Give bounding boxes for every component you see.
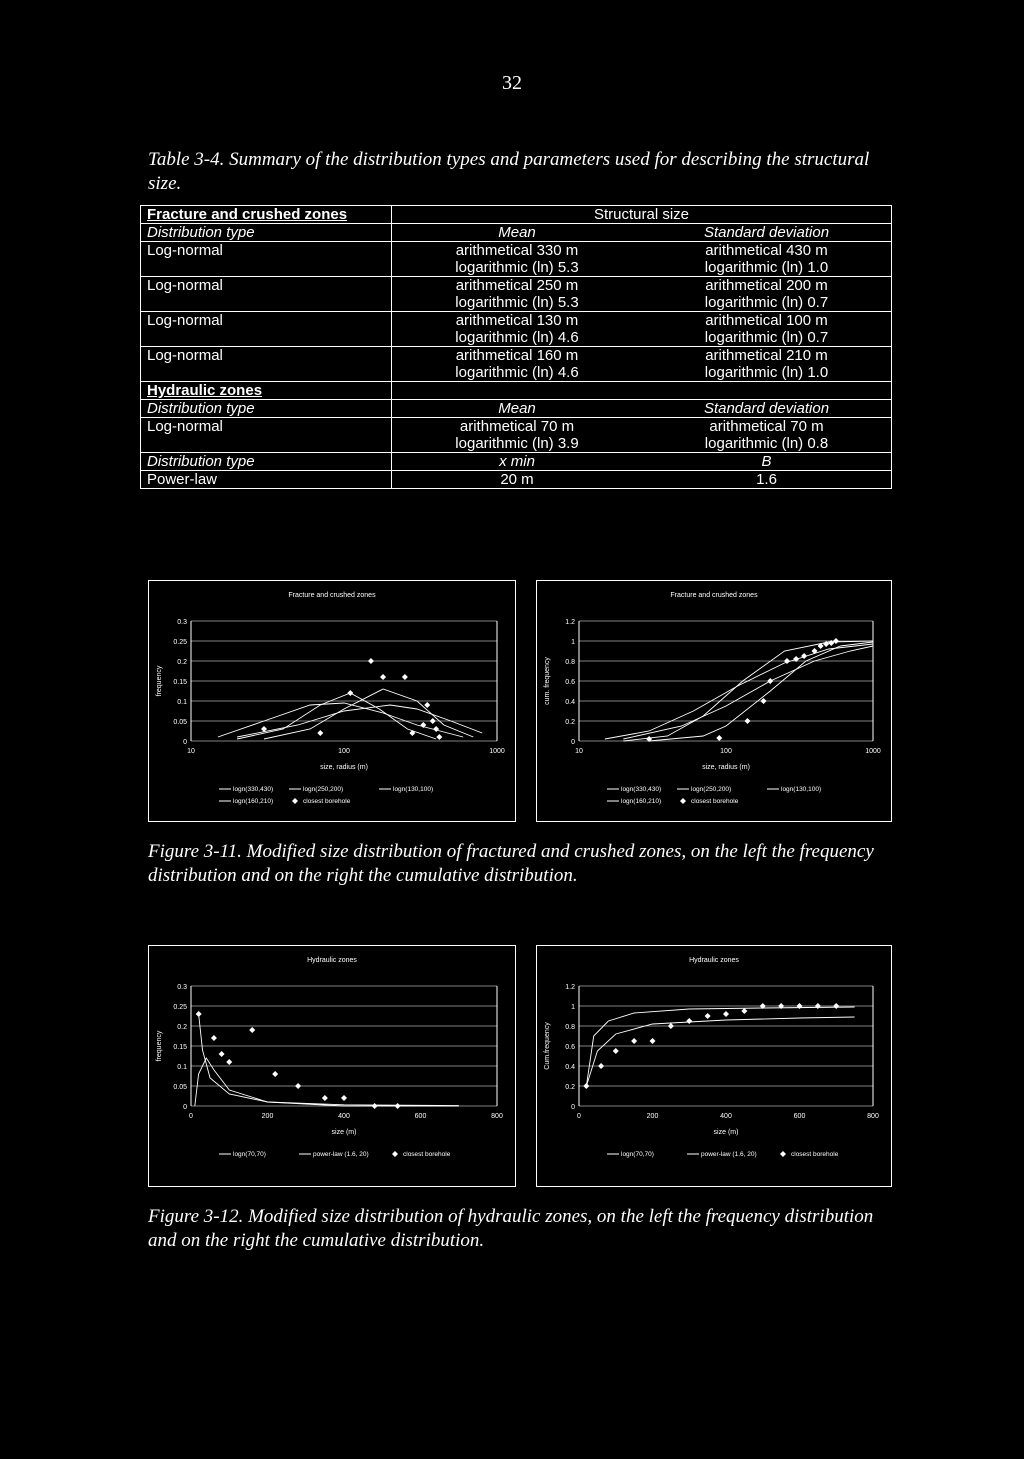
data-point (430, 718, 436, 724)
figure-3-11-caption: Figure 3-11. Modified size distribution of fractured and crushed zones, on the left the frequency distribution and on the right the cumulative distribution. (148, 841, 874, 886)
row-type: Log-normal (141, 347, 392, 382)
series-line (623, 646, 873, 739)
x-tick-label: 10 (187, 748, 195, 755)
y-tick-label: 0.05 (173, 1084, 187, 1091)
data-point (598, 1063, 604, 1069)
cell: arithmetical 200 m (705, 277, 828, 294)
cell: logarithmic (ln) 4.6 (455, 364, 579, 381)
legend-marker (392, 1151, 398, 1157)
data-point (583, 1083, 589, 1089)
x-tick-label: 600 (793, 1113, 806, 1120)
legend-label: closest borehole (303, 798, 351, 805)
row-type: Log-normal (141, 312, 392, 347)
y-tick-label: 0.6 (565, 1044, 575, 1051)
chart-title: Hydraulic zones (689, 957, 739, 964)
y-tick-label: 0.25 (173, 639, 187, 646)
series-line (237, 693, 436, 739)
data-point (833, 1003, 839, 1009)
cell: arithmetical 70 m (709, 418, 824, 435)
chart-svg (149, 946, 515, 1186)
cell: logarithmic (ln) 1.0 (704, 259, 829, 276)
cell: arithmetical 130 m (455, 312, 579, 329)
data-point (424, 702, 430, 708)
chart-svg (149, 581, 515, 821)
y-tick-label: 0.2 (565, 719, 575, 726)
series-line (199, 1014, 459, 1106)
chart-hydraulic-cumulative (536, 945, 892, 1187)
data-point (402, 674, 408, 680)
cell: arithmetical 70 m (459, 418, 575, 435)
data-point (741, 1008, 747, 1014)
y-tick-label: 0.2 (565, 1084, 575, 1091)
y-axis-label: cum. frequency (544, 657, 551, 705)
cell: logarithmic (ln) 0.7 (704, 294, 829, 311)
x-tick-label: 0 (577, 1113, 581, 1120)
legend-label: logn(160,210) (233, 798, 274, 805)
y-tick-label: 0.6 (565, 679, 575, 686)
y-tick-label: 0.4 (565, 699, 575, 706)
x-axis-label: size (m) (713, 1129, 739, 1136)
legend-label: closest borehole (791, 1151, 839, 1158)
cell: 20 m (500, 471, 534, 488)
section-hydraulic: Hydraulic zones (141, 382, 392, 400)
page-number: 32 (502, 72, 522, 94)
y-tick-label: 1.2 (565, 619, 575, 626)
data-point (368, 658, 374, 664)
cell: arithmetical 100 m (705, 312, 828, 329)
y-tick-label: 0 (183, 739, 187, 746)
y-tick-label: 0.1 (177, 1064, 187, 1071)
col-sd: Standard deviation (642, 400, 892, 418)
distribution-table (140, 205, 892, 489)
x-tick-label: 1000 (489, 748, 505, 755)
cell: logarithmic (ln) 3.9 (455, 435, 579, 452)
x-tick-label: 200 (261, 1113, 274, 1120)
legend-label: logn(250,200) (303, 786, 344, 793)
figure-3-12-caption: Figure 3-12. Modified size distribution of hydraulic zones, on the left the frequency distribution and on the right the cumulative distribution. (148, 1206, 874, 1251)
data-point (372, 1103, 378, 1109)
cell: arithmetical 430 m (705, 242, 828, 259)
data-point (196, 1011, 202, 1017)
y-tick-label: 0.2 (177, 659, 187, 666)
series-line (218, 703, 463, 737)
data-point (219, 1051, 225, 1057)
data-point (631, 1038, 637, 1044)
legend-label: logn(160,210) (621, 798, 662, 805)
x-axis-label: size, radius (m) (702, 764, 750, 771)
y-axis-label: frequency (156, 665, 163, 697)
y-tick-label: 0.25 (173, 1004, 187, 1011)
x-tick-label: 400 (338, 1113, 350, 1120)
x-axis-label: size, radius (m) (320, 764, 368, 771)
y-tick-label: 0.1 (177, 699, 187, 706)
data-point (613, 1048, 619, 1054)
x-tick-label: 800 (491, 1113, 503, 1120)
y-tick-label: 0.2 (177, 1024, 187, 1031)
legend-label: logn(130,100) (781, 786, 822, 793)
col-type: Distribution type (141, 400, 392, 418)
data-point (433, 726, 439, 732)
data-point (744, 718, 750, 724)
x-tick-label: 100 (338, 748, 350, 755)
group-header: Structural size (392, 206, 892, 224)
legend-marker (680, 798, 686, 804)
data-point (380, 674, 386, 680)
legend-label: power-law (1.6, 20) (313, 1151, 369, 1158)
cell: logarithmic (ln) 0.7 (704, 329, 829, 346)
data-point (686, 1018, 692, 1024)
y-axis-label: frequency (156, 1030, 163, 1062)
x-tick-label: 1000 (865, 748, 881, 755)
data-point (272, 1071, 278, 1077)
chart-fracture-frequency (148, 580, 516, 822)
x-tick-label: 10 (575, 748, 583, 755)
data-point (723, 1011, 729, 1017)
cell: arithmetical 330 m (455, 242, 579, 259)
cell: 1.6 (756, 471, 777, 488)
chart-svg (537, 581, 891, 821)
y-tick-label: 0 (183, 1104, 187, 1111)
x-axis-label: size (m) (331, 1129, 357, 1136)
x-tick-label: 100 (720, 748, 732, 755)
cell: logarithmic (ln) 5.3 (455, 294, 579, 311)
col-mean: Mean (392, 224, 643, 242)
y-tick-label: 1 (571, 639, 575, 646)
x-tick-label: 400 (720, 1113, 732, 1120)
data-point (295, 1083, 301, 1089)
series-line (649, 642, 873, 741)
col-b: B (642, 453, 892, 471)
chart-title: Hydraulic zones (307, 957, 357, 964)
series-line (586, 1017, 854, 1086)
row-type: Power-law (141, 471, 392, 489)
data-point (395, 1103, 401, 1109)
data-point (650, 1038, 656, 1044)
y-tick-label: 0.05 (173, 719, 187, 726)
cell: arithmetical 210 m (705, 347, 828, 364)
cell: logarithmic (ln) 0.8 (704, 435, 829, 452)
cell: arithmetical 160 m (455, 347, 579, 364)
data-point (761, 698, 767, 704)
col-xmin: x min (392, 453, 643, 471)
chart-fracture-cumulative (536, 580, 892, 822)
cell: logarithmic (ln) 1.0 (704, 364, 829, 381)
x-tick-label: 0 (189, 1113, 193, 1120)
data-point (409, 730, 415, 736)
col-sd: Standard deviation (642, 224, 892, 242)
y-tick-label: 0.15 (173, 1044, 187, 1051)
legend-label: logn(330,430) (621, 786, 662, 793)
cell: logarithmic (ln) 4.6 (455, 329, 579, 346)
data-point (797, 1003, 803, 1009)
legend-label: logn(130,100) (393, 786, 434, 793)
data-point (211, 1035, 217, 1041)
y-axis-label: Cum.frequency (544, 1022, 551, 1070)
table-caption: Table 3-4. Summary of the distribution types and parameters used for describing the structural size. (148, 149, 870, 194)
chart-svg (537, 946, 891, 1186)
data-point (226, 1059, 232, 1065)
y-tick-label: 0.3 (177, 984, 187, 991)
data-point (347, 690, 353, 696)
y-tick-label: 0.3 (177, 619, 187, 626)
legend-label: closest borehole (691, 798, 739, 805)
series-line (605, 644, 873, 739)
data-point (249, 1027, 255, 1033)
legend-label: closest borehole (403, 1151, 451, 1158)
y-tick-label: 0.4 (565, 1064, 575, 1071)
chart-hydraulic-frequency (148, 945, 516, 1187)
y-tick-label: 1 (571, 1004, 575, 1011)
col-type: Distribution type (141, 453, 392, 471)
y-tick-label: 0.8 (565, 1024, 575, 1031)
y-tick-label: 1.2 (565, 984, 575, 991)
col-mean: Mean (392, 400, 643, 418)
chart-title: Fracture and crushed zones (670, 592, 758, 599)
legend-label: logn(330,430) (233, 786, 274, 793)
y-tick-label: 0 (571, 1104, 575, 1111)
section-fracture: Fracture and crushed zones (141, 206, 392, 224)
data-point (341, 1095, 347, 1101)
data-point (716, 735, 722, 741)
legend-label: logn(70,70) (621, 1151, 654, 1158)
legend-label: power-law (1.6, 20) (701, 1151, 757, 1158)
data-point (668, 1023, 674, 1029)
y-tick-label: 0 (571, 739, 575, 746)
row-type: Log-normal (141, 418, 392, 453)
x-tick-label: 600 (414, 1113, 427, 1120)
legend-marker (780, 1151, 786, 1157)
legend-label: logn(250,200) (691, 786, 732, 793)
cell: logarithmic (ln) 5.3 (455, 259, 579, 276)
data-point (815, 1003, 821, 1009)
legend-marker (292, 798, 298, 804)
cell: arithmetical 250 m (455, 277, 579, 294)
y-tick-label: 0.15 (173, 679, 187, 686)
row-type: Log-normal (141, 242, 392, 277)
data-point (436, 734, 442, 740)
x-tick-label: 800 (867, 1113, 879, 1120)
data-point (767, 678, 773, 684)
x-tick-label: 200 (646, 1113, 659, 1120)
data-point (322, 1095, 328, 1101)
series-line (586, 1007, 854, 1086)
legend-label: logn(70,70) (233, 1151, 266, 1158)
data-point (705, 1013, 711, 1019)
chart-title: Fracture and crushed zones (288, 592, 376, 599)
col-type: Distribution type (141, 224, 392, 242)
row-type: Log-normal (141, 277, 392, 312)
data-point (317, 730, 323, 736)
y-tick-label: 0.8 (565, 659, 575, 666)
data-point (801, 653, 807, 659)
